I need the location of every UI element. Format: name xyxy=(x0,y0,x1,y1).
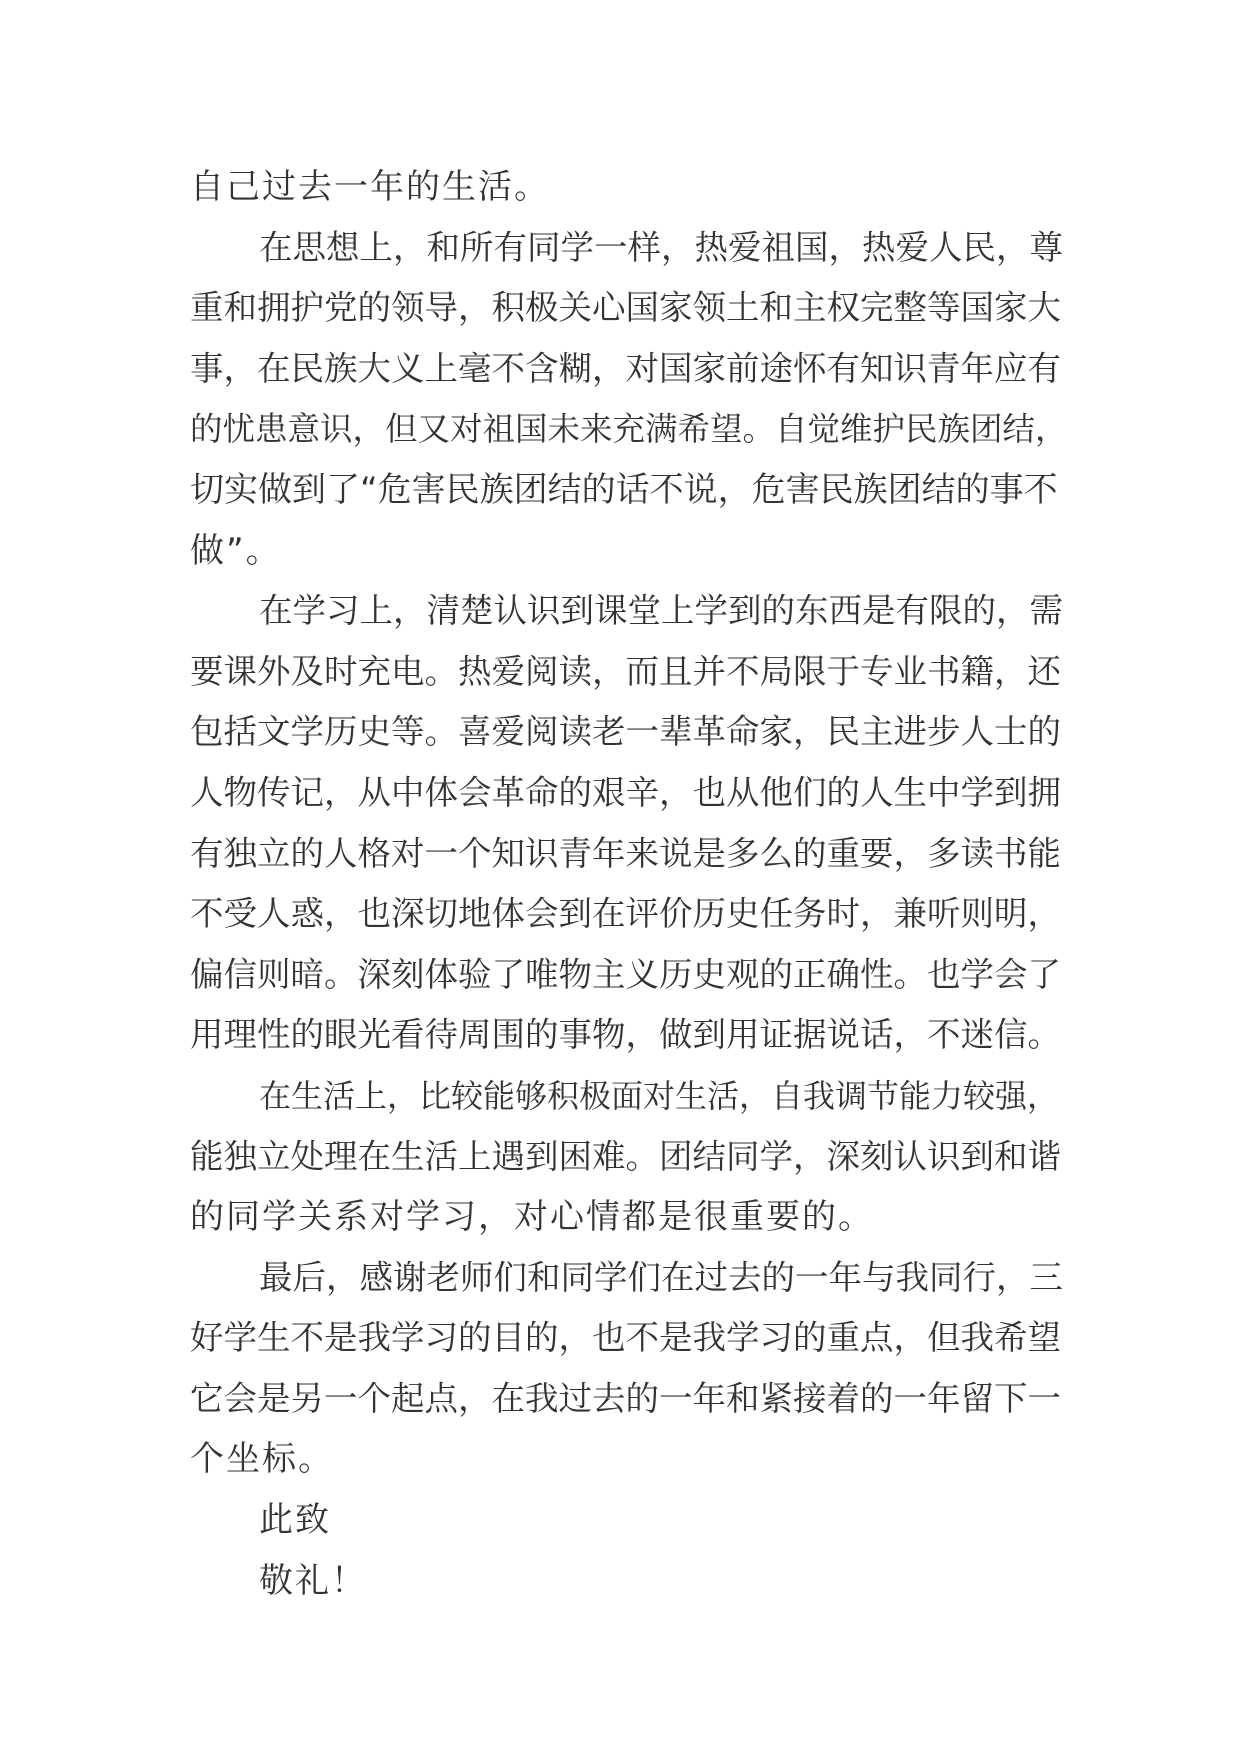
text-line: 有独立的人格对一个知识青年来说是多么的重要，多读书能 xyxy=(190,833,1061,873)
text-line: 的同学关系对学习，对心情都是很重要的。 xyxy=(190,1197,874,1238)
text-line: 好学生不是我学习的目的，也不是我学习的重点，但我希望 xyxy=(190,1318,1061,1358)
text-line: 它会是另一个起点，在我过去的一年和紧接着的一年留下一 xyxy=(190,1378,1061,1418)
text-line: 不受人惑，也深切地体会到在评价历史任务时，兼听则明， xyxy=(190,894,1061,934)
text-line: 个坐标。 xyxy=(190,1439,334,1480)
text-line: 做”。 xyxy=(190,530,282,571)
text-line: 最后，感谢老师们和同学们在过去的一年与我同行，三 xyxy=(259,1257,1063,1297)
text-line: 用理性的眼光看待周围的事物，做到用证据说话，不迷信。 xyxy=(190,1015,1061,1055)
text-line: 能独立处理在生活上遇到困难。团结同学，深刻认识到和谐 xyxy=(190,1136,1061,1176)
closing-phrase: 此致 xyxy=(259,1500,331,1541)
text-line: 在思想上，和所有同学一样，热爱祖国，热爱人民，尊 xyxy=(259,227,1063,267)
text-line: 在生活上，比较能够积极面对生活，自我调节能力较强， xyxy=(259,1076,1060,1115)
text-line: 重和拥护党的领导，积极关心国家领土和主权完整等国家大 xyxy=(190,288,1061,328)
text-line: 包括文学历史等。喜爱阅读老一辈革命家，民主进步人士的 xyxy=(190,712,1061,752)
letter-body xyxy=(190,157,1070,1611)
text-line: 切实做到了“危害民族团结的话不说，危害民族团结的事不 xyxy=(190,469,1058,510)
text-line: 的忧患意识，但又对祖国未来充满希望。自觉维护民族团结， xyxy=(190,410,1068,449)
text-line: 人物传记，从中体会革命的艰辛，也从他们的人生中学到拥 xyxy=(190,772,1061,812)
text-line: 在学习上，清楚认识到课堂上学到的东西是有限的，需 xyxy=(259,591,1063,631)
text-line: 自己过去一年的生活。 xyxy=(190,167,550,207)
text-line: 要课外及时充电。热爱阅读，而且并不局限于专业书籍，还 xyxy=(190,651,1061,691)
text-line: 事，在民族大义上毫不含糊，对国家前途怀有知识青年应有 xyxy=(190,348,1061,388)
text-line: 偏信则暗。深刻体验了唯物主义历史观的正确性。也学会了 xyxy=(190,954,1061,994)
closing-salutation: 敬礼！ xyxy=(259,1560,367,1601)
